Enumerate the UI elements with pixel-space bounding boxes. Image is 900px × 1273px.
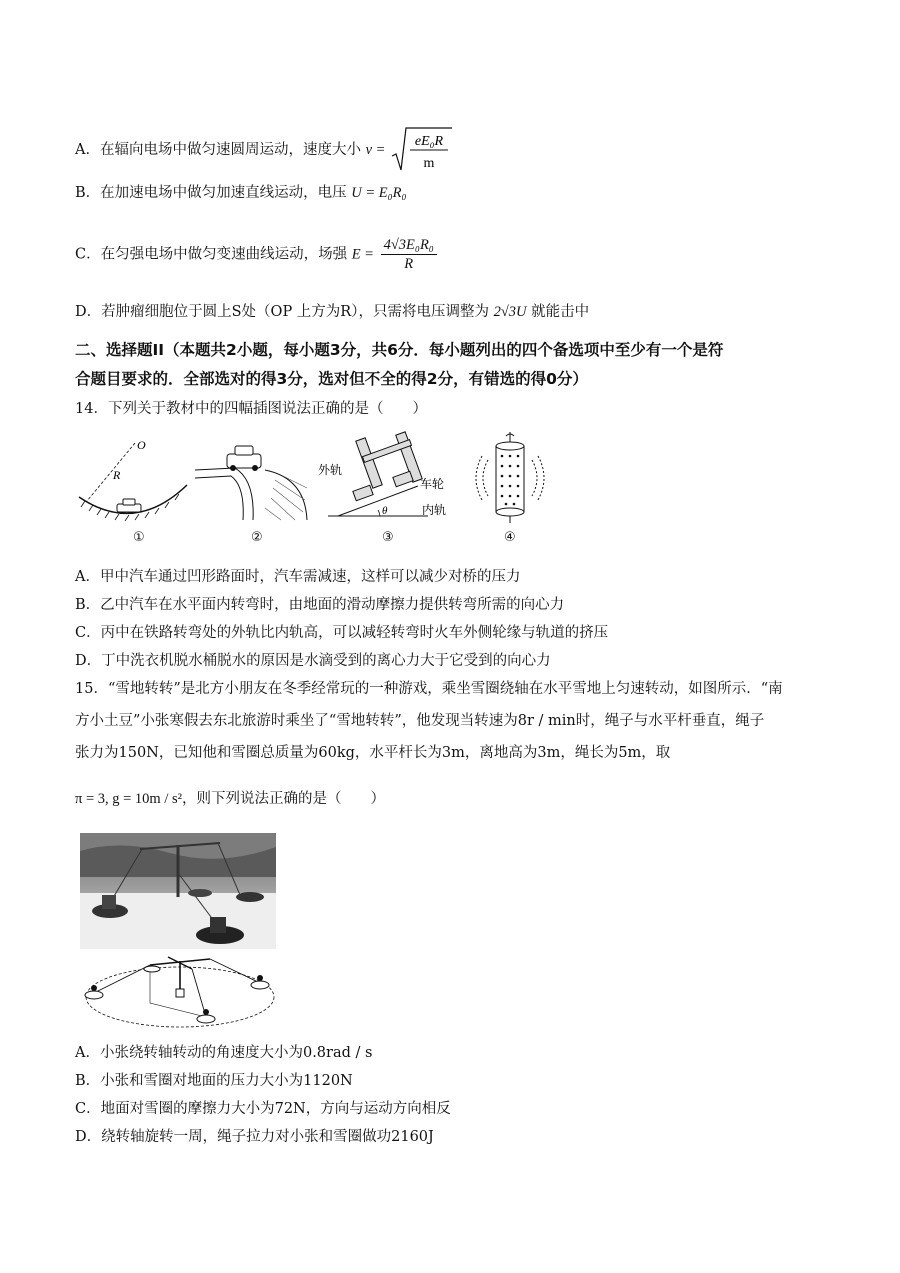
q14-stem: 14．下列关于教材中的四幅插图说法正确的是（ ） — [75, 401, 427, 417]
q13-option-a — [75, 126, 454, 174]
q13-option-d-formula: 2√3U — [493, 304, 527, 320]
q13-option-c-denominator: R — [404, 256, 414, 272]
figure-label-r: R — [113, 468, 121, 482]
q15-option-c: C．地面对雪圈的摩擦力大小为72N，方向与运动方向相反 — [75, 1101, 451, 1117]
figure-label-outer-rail: 外轨 — [318, 463, 343, 477]
figure-caption-3: ③ — [382, 530, 394, 545]
figure-label-o: O — [137, 438, 146, 452]
q15-option-a: A．小张绕转轴转动的角速度大小为0.8rad / s — [75, 1045, 373, 1061]
figure-caption-2: ② — [251, 530, 263, 545]
q15-stem-line2: 方小土豆”小张寒假去东北旅游时乘坐了“雪地转转”，他发现当转速为8r / min时，绳子与水平杆垂直，绳子 — [75, 713, 765, 729]
q15-stem-line3: 张力为150N，已知他和雪圈总质量为60kg，水平杆长为3m，离地高为3m，绳长为5m，取 — [75, 745, 671, 761]
figure-caption-4: ④ — [504, 530, 516, 545]
figure-caption-1: ① — [133, 530, 145, 545]
figure-rail-tilt — [318, 430, 468, 525]
q13-option-c — [75, 236, 439, 273]
q15-option-d: D．绕转轴旋转一周，绳子拉力对小张和雪圈做功2160J — [75, 1129, 434, 1145]
q13-option-a-numerator: eE₀R — [414, 134, 444, 149]
q13-option-a-text: A．在辐向电场中做匀速圆周运动，速度大小 — [75, 142, 361, 158]
q13-option-b-text: B．在加速电场中做匀加速直线运动，电压 — [75, 185, 347, 201]
q13-option-a-denominator: m — [423, 156, 435, 171]
q14-option-a: A．甲中汽车通过凹形路面时，汽车需减速，这样可以减少对桥的压力 — [75, 569, 521, 585]
section2-heading-line2: 合题目要求的．全部选对的得3分，选对但不全的得2分，有错选的得0分） — [75, 370, 588, 388]
figure-spin-dryer — [470, 430, 550, 525]
q15-stem-line4: π = 3, g = 10m / s²，则下列说法正确的是（ ） — [75, 791, 385, 807]
figure-car-turning — [195, 440, 315, 525]
figure-label-wheel: 车轮 — [420, 477, 445, 491]
figure-label-inner-rail: 内轨 — [422, 503, 447, 517]
figure-label-theta: θ — [382, 505, 388, 517]
q13-option-b — [75, 183, 407, 203]
q13-option-c-fraction — [381, 236, 437, 273]
q15-option-b: B．小张和雪圈对地面的压力大小为1120N — [75, 1073, 353, 1089]
q14-option-d: D．丁中洗衣机脱水桶脱水的原因是水滴受到的离心力大于它受到的向心力 — [75, 653, 551, 669]
q13-option-b-formula: U = E₀R₀ — [351, 185, 407, 201]
section2-heading-line1: 二、选择题II（本题共2小题，每小题3分，共6分．每小题列出的四个备选项中至少有一个是符 — [75, 341, 724, 359]
q13-option-d-tail: 就能击中 — [531, 304, 590, 320]
q14-option-c: C．丙中在铁路转弯处的外轨比内轨高，可以减轻转弯时火车外侧轮缘与轨道的挤压 — [75, 625, 609, 641]
q13-option-c-numerator: 4√3E₀R₀ — [381, 236, 437, 255]
q13-option-d-text: D．若肿瘤细胞位于圆上S处（OP 上方为R），只需将电压调整为 — [75, 304, 489, 320]
q13-option-a-formula-lhs: v = — [365, 142, 386, 158]
q13-option-a-sqrt — [390, 126, 454, 174]
q13-option-d — [75, 302, 589, 322]
q15-stem-line1: 15．“雪地转转”是北方小朋友在冬季经常玩的一种游戏，乘坐雪圈绕轴在水平雪地上匀速转动，如图所示．“南 — [75, 681, 783, 697]
q14-option-b: B．乙中汽车在水平面内转弯时，由地面的滑动摩擦力提供转弯所需的向心力 — [75, 597, 565, 613]
q13-option-c-text: C．在匀强电场中做匀变速曲线运动，场强 — [75, 246, 348, 263]
figure-concave-road — [75, 435, 195, 525]
snow-ride-diagram — [80, 953, 280, 1033]
snow-ride-photo — [80, 833, 276, 949]
q13-option-c-formula-lhs: E = — [351, 246, 374, 263]
